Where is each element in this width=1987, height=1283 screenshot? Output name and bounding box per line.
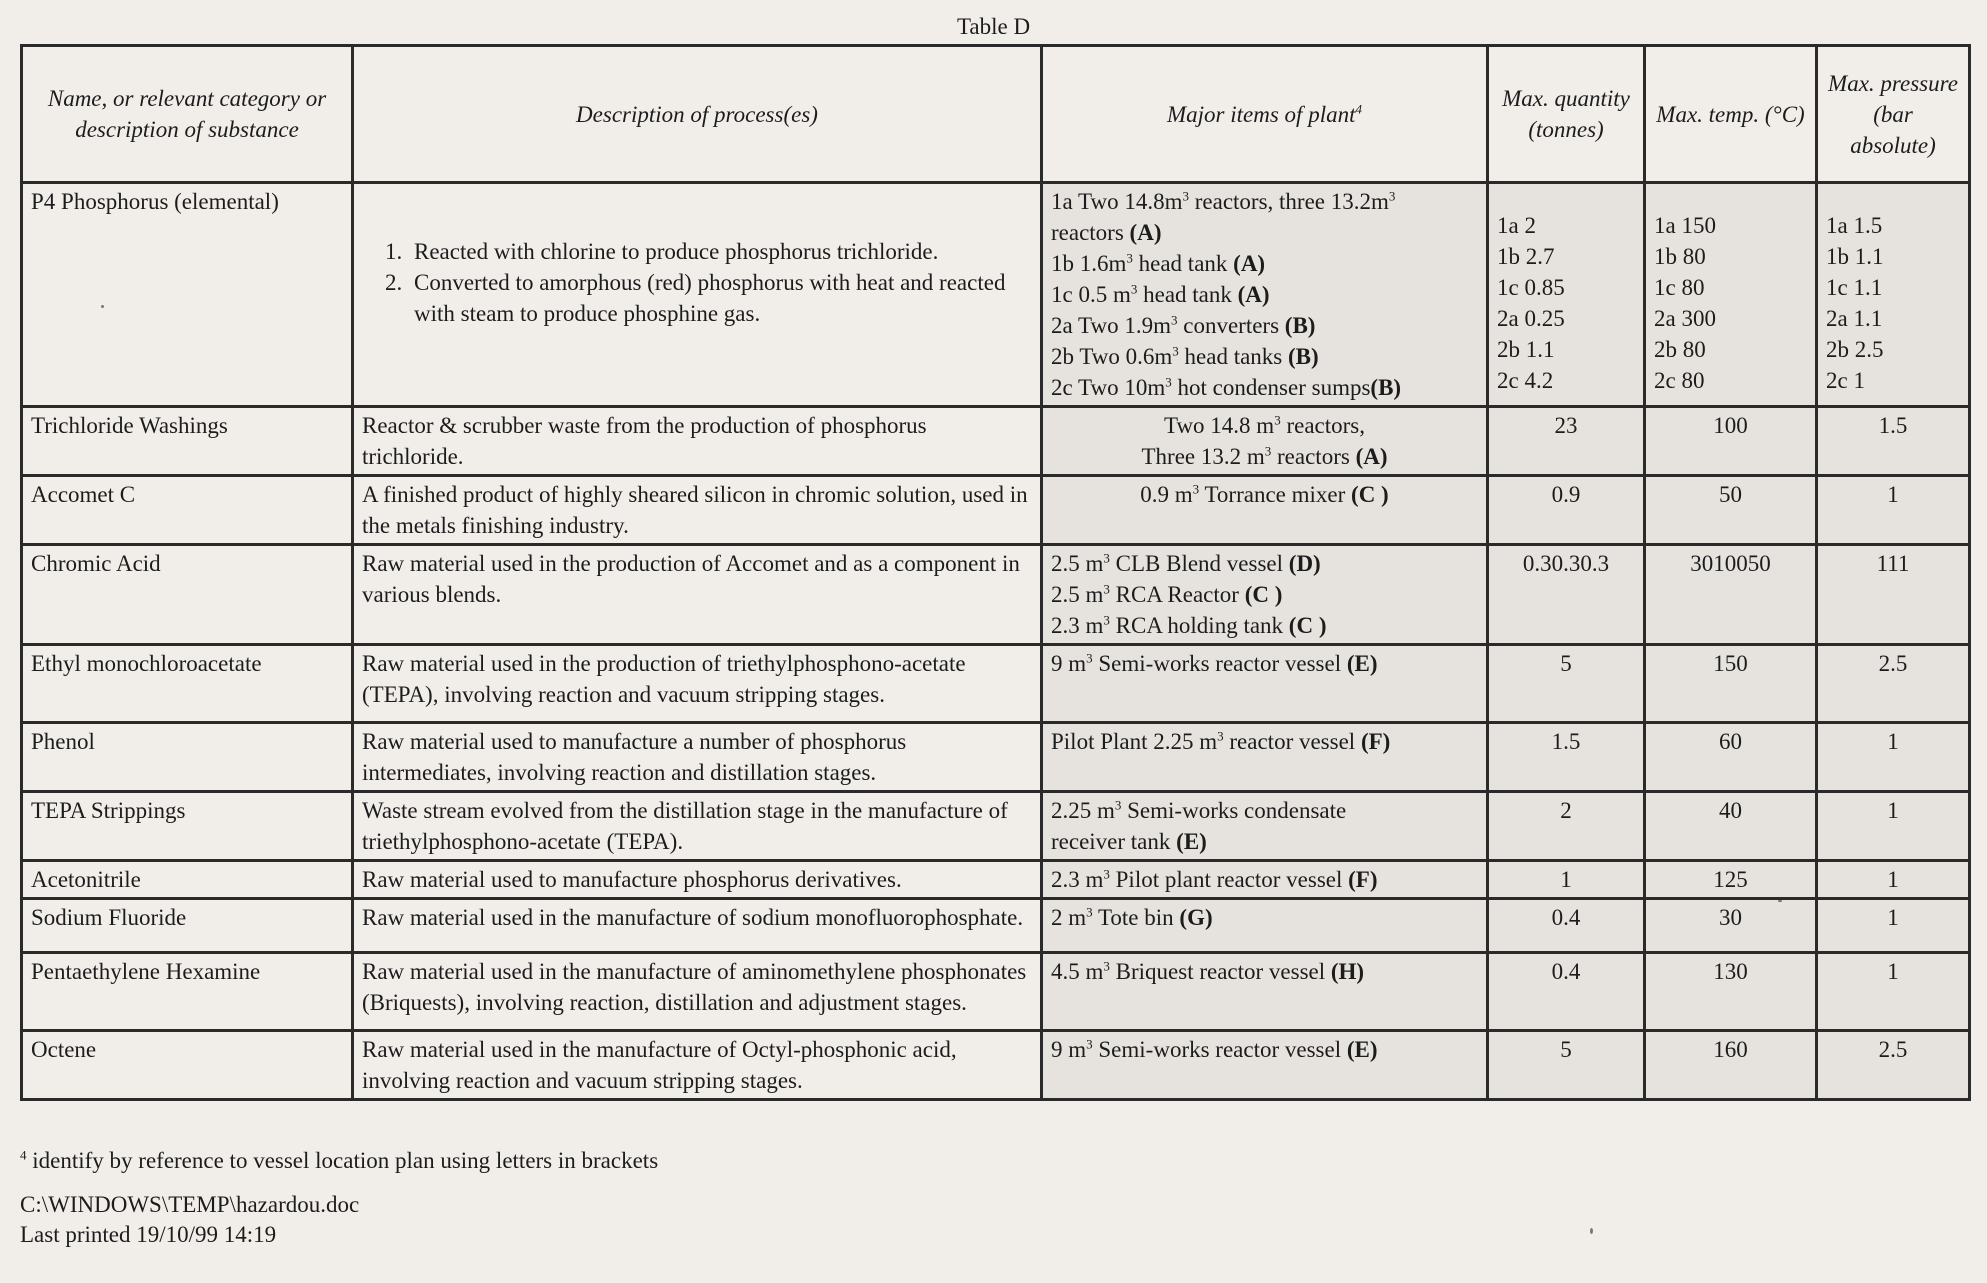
max-temp: 40	[1645, 792, 1817, 861]
max-temp: 125	[1645, 861, 1817, 899]
major-plant-items	[1042, 183, 1488, 407]
list-value: 1c 0.85	[1497, 275, 1565, 300]
max-temp	[1645, 545, 1817, 645]
superscript: 3	[1086, 904, 1093, 920]
substance-name: Pentaethylene Hexamine	[22, 953, 353, 1031]
list-value: 1b 80	[1654, 244, 1706, 269]
plant-line: 1b $1.6m^3$ head tank (A)	[1051, 250, 1266, 276]
substance-name: Phenol	[22, 723, 353, 792]
list-value: 2b 2.5	[1826, 337, 1884, 362]
max-quantity: 2	[1488, 792, 1645, 861]
list-value: 100	[1713, 551, 1748, 576]
table-row	[22, 645, 1970, 723]
scan-speck	[101, 305, 104, 308]
max-quantity: 23	[1488, 407, 1645, 476]
major-plant-items	[1042, 545, 1488, 645]
superscript: 3	[1126, 250, 1133, 266]
max-temp: 100	[1645, 407, 1817, 476]
superscript: 3	[1192, 481, 1200, 497]
max-temp: 50	[1645, 476, 1817, 545]
max-pressure	[1817, 545, 1970, 645]
max-quantity: 5	[1488, 1031, 1645, 1100]
table-row	[22, 545, 1970, 645]
list-value: 50	[1747, 551, 1771, 576]
vessel-location-tag: (C )	[1244, 582, 1283, 607]
max-temp: 60	[1645, 723, 1817, 792]
superscript: 3	[1182, 188, 1189, 204]
max-pressure-list	[1826, 186, 1960, 396]
major-plant-items	[1042, 407, 1488, 476]
vessel-location-tag: (E)	[1346, 651, 1378, 676]
plant-line: 2.5 $m^3$ RCA Reactor (C )	[1051, 581, 1283, 607]
footnote-marker: 4	[20, 1147, 27, 1163]
vessel-location-tag: (F)	[1348, 867, 1378, 892]
process-description: Raw material used in the production of Accomet and as a component in various blends.	[353, 545, 1042, 645]
substance-name: Sodium Fluoride	[22, 899, 353, 953]
max-quantity	[1488, 545, 1645, 645]
max-pressure: 2.5	[1817, 1031, 1970, 1100]
list-value: 0.3	[1551, 551, 1581, 576]
header-plant	[1042, 46, 1488, 183]
list-value: 0.3	[1580, 551, 1610, 576]
vessel-location-tag: (H)	[1330, 959, 1365, 984]
max-pressure: 1	[1817, 792, 1970, 861]
scan-speck	[1778, 900, 1781, 902]
max-pressure: 1	[1817, 953, 1970, 1031]
list-value: 2a 0.25	[1497, 306, 1565, 331]
superscript: 3	[1103, 581, 1110, 597]
max-temp: 160	[1645, 1031, 1817, 1100]
vessel-location-tag: (A)	[1355, 444, 1388, 469]
vessel-location-tag: (B)	[1370, 375, 1402, 400]
process-description: Reactor & scrubber waste from the production of phosphorus trichloride.	[353, 407, 1042, 476]
process-description: Raw material used in the production of triethylphosphono-acetate (TEPA), involving reaction and vacuum stripping stages.	[353, 645, 1042, 723]
list-value: 1b 1.1	[1826, 244, 1884, 269]
max-pressure-list	[1826, 548, 1960, 579]
plant-line: Pilot Plant 2.25 $m^3$ reactor vessel (F)	[1051, 728, 1391, 754]
max-pressure: 2.5	[1817, 645, 1970, 723]
max-temp	[1645, 183, 1817, 407]
superscript: 3	[1165, 374, 1172, 390]
major-plant-items	[1042, 953, 1488, 1031]
list-value: 1a 2	[1497, 213, 1536, 238]
table-row	[22, 723, 1970, 792]
superscript: 3	[1103, 612, 1110, 628]
table-row	[22, 407, 1970, 476]
superscript: 3	[1086, 1036, 1093, 1052]
process-description: Raw material used in the manufacture of aminomethylene phosphonates (Briquests), involving reaction, distillation and adjustment stages.	[353, 953, 1042, 1031]
list-value: 2c 80	[1654, 368, 1705, 393]
plant-line: 2c Two $10m^3$ hot condenser sumps(B)	[1051, 374, 1402, 400]
vessel-location-tag: (A)	[1237, 282, 1270, 307]
substance-name: TEPA Strippings	[22, 792, 353, 861]
process-description: Raw material used in the manufacture of sodium monofluorophosphate.	[353, 899, 1042, 953]
process-description: Raw material used to manufacture a number of phosphorus intermediates, involving reaction and distillation stages.	[353, 723, 1042, 792]
plant-line: receiver tank (E)	[1051, 829, 1207, 854]
superscript: 3	[1217, 728, 1224, 744]
list-value: 2c 4.2	[1497, 368, 1554, 393]
plant-line: 4.5 $m^3$ Briquest reactor vessel (H)	[1051, 958, 1365, 984]
list-value: 30	[1690, 551, 1714, 576]
superscript: 3	[1103, 958, 1110, 974]
max-quantity	[1488, 183, 1645, 407]
vessel-location-tag: (F)	[1360, 729, 1391, 754]
list-value: 1b 2.7	[1497, 244, 1555, 269]
process-steps	[362, 236, 1032, 329]
header-pressure: Max. pressure (bar absolute)	[1817, 46, 1970, 183]
plant-line: 1a Two $14.8m^3$ reactors, three $13.2m^3$	[1051, 188, 1396, 214]
plant-line: Three 13.2 $m^3$ reactors (A)	[1141, 443, 1388, 469]
list-value: 2b 80	[1654, 337, 1706, 362]
process-step: 2. Converted to amorphous (red) phosphorus with heat and reacted with steam to produce phosphine gas.	[408, 267, 1032, 329]
table-header-row	[22, 46, 1970, 183]
header-plant-footnote-marker: 4	[1355, 100, 1362, 116]
vessel-location-tag: (A)	[1129, 220, 1162, 245]
max-quantity: 1	[1488, 861, 1645, 899]
vessel-location-tag: (C )	[1288, 613, 1327, 638]
header-plant-label: Major items of plant	[1167, 101, 1356, 127]
max-temp: 130	[1645, 953, 1817, 1031]
list-value: 1c 80	[1654, 275, 1705, 300]
list-value: 1a 1.5	[1826, 213, 1883, 238]
header-name: Name, or relevant category or description of substance	[22, 46, 353, 183]
vessel-location-tag: (B)	[1288, 344, 1319, 369]
plant-line: 2.3 $m^3$ RCA holding tank (C )	[1051, 612, 1327, 638]
max-quantity: 5	[1488, 645, 1645, 723]
superscript: 3	[1114, 797, 1122, 813]
major-plant-items	[1042, 861, 1488, 899]
substance-name: Chromic Acid	[22, 545, 353, 645]
vessel-location-tag: (D)	[1288, 551, 1321, 576]
superscript: 3	[1130, 281, 1138, 297]
scan-speck	[1590, 1228, 1593, 1234]
list-value: 1	[1876, 551, 1888, 576]
process-description: Raw material used to manufacture phosphorus derivatives.	[353, 861, 1042, 899]
plant-line: 9 $m^3$ Semi-works reactor vessel (E)	[1051, 1036, 1378, 1062]
last-printed: Last printed 19/10/99 14:19	[20, 1222, 277, 1247]
substance-name: P4 Phosphorus (elemental)	[22, 183, 353, 407]
vessel-location-tag: (C )	[1351, 482, 1389, 507]
process-description: Raw material used in the manufacture of Octyl-phosphonic acid, involving reaction and vacuum stripping stages.	[353, 1031, 1042, 1100]
list-value: 2a 1.1	[1826, 306, 1883, 331]
substance-name: Acetonitrile	[22, 861, 353, 899]
process-description: Waste stream evolved from the distillation stage in the manufacture of triethylphosphono-acetate (TEPA).	[353, 792, 1042, 861]
plant-line: reactors (A)	[1051, 220, 1162, 245]
table-title: Table D	[956, 14, 1031, 39]
max-quantity: 0.4	[1488, 953, 1645, 1031]
table-row	[22, 861, 1970, 899]
plant-line: Two 14.8 $m^3$ reactors,	[1164, 412, 1365, 438]
header-temp: Max. temp. (°C)	[1645, 46, 1817, 183]
superscript: 3	[1103, 866, 1110, 882]
table-row	[22, 792, 1970, 861]
process-description: A finished product of highly sheared silicon in chromic solution, used in the metals finishing industry.	[353, 476, 1042, 545]
substance-name: Trichloride Washings	[22, 407, 353, 476]
vessel-location-tag: (G)	[1179, 905, 1213, 930]
max-pressure: 1	[1817, 899, 1970, 953]
max-temp-list	[1654, 548, 1807, 579]
max-quantity-list	[1497, 548, 1635, 579]
superscript: 3	[1388, 188, 1396, 204]
plant-line: 2.3 $m^3$ Pilot plant reactor vessel (F)	[1051, 866, 1378, 892]
major-plant-items	[1042, 899, 1488, 953]
vessel-location-tag: (A)	[1233, 251, 1266, 276]
plant-line: 2 $m^3$ Tote bin (G)	[1051, 904, 1213, 930]
table-body	[22, 183, 1970, 1100]
plant-line: 2.25 $m^3$ Semi-works condensate	[1051, 797, 1347, 823]
max-temp-list	[1654, 186, 1807, 396]
list-value: 1	[1887, 551, 1898, 576]
substance-name: Ethyl monochloroacetate	[22, 645, 353, 723]
footnote	[20, 1148, 658, 1174]
process-description	[353, 183, 1042, 407]
max-quantity: 0.4	[1488, 899, 1645, 953]
superscript: 3	[1103, 550, 1110, 566]
max-quantity: 1.5	[1488, 723, 1645, 792]
plant-line: 0.9 $m^3$ Torrance mixer (C )	[1140, 481, 1389, 507]
max-pressure: 1	[1817, 723, 1970, 792]
superscript: 3	[1171, 312, 1178, 328]
table-row	[22, 183, 1970, 407]
table-row	[22, 476, 1970, 545]
list-value: 1a 150	[1654, 213, 1716, 238]
max-temp: 30	[1645, 899, 1817, 953]
plant-line: 1c 0.5 $m^3$ head tank (A)	[1051, 281, 1270, 307]
header-quantity: Max. quantity (tonnes)	[1488, 46, 1645, 183]
vessel-location-tag: (E)	[1346, 1037, 1378, 1062]
max-pressure: 1.5	[1817, 407, 1970, 476]
plant-line: 2a Two $1.9m^3$ converters (B)	[1051, 312, 1316, 338]
table-row	[22, 899, 1970, 953]
max-pressure	[1817, 183, 1970, 407]
major-plant-items	[1042, 792, 1488, 861]
major-plant-items	[1042, 723, 1488, 792]
superscript: 3	[1086, 650, 1093, 666]
vessel-location-tag: (B)	[1284, 313, 1316, 338]
list-value: 2c 1	[1826, 368, 1865, 393]
list-value: 2a 300	[1654, 306, 1716, 331]
max-quantity-list	[1497, 186, 1635, 396]
max-pressure: 1	[1817, 476, 1970, 545]
major-plant-items	[1042, 645, 1488, 723]
table-row	[22, 1031, 1970, 1100]
max-pressure: 1	[1817, 861, 1970, 899]
plant-line: 2b Two $0.6m^3$ head tanks (B)	[1051, 343, 1319, 369]
major-plant-items	[1042, 1031, 1488, 1100]
header-description: Description of process(es)	[353, 46, 1042, 183]
hazardous-substances-table	[20, 44, 1971, 1101]
substance-name: Octene	[22, 1031, 353, 1100]
superscript: 3	[1172, 343, 1179, 359]
max-temp: 150	[1645, 645, 1817, 723]
max-quantity: 0.9	[1488, 476, 1645, 545]
list-value: 2b 1.1	[1497, 337, 1555, 362]
file-path: C:\WINDOWS\TEMP\hazardou.doc	[20, 1192, 360, 1217]
list-value: 1c 1.1	[1826, 275, 1883, 300]
table-row	[22, 953, 1970, 1031]
process-step: 1. Reacted with chlorine to produce phosphorus trichloride.	[408, 236, 1032, 267]
superscript: 3	[1264, 443, 1272, 459]
substance-name: Accomet C	[22, 476, 353, 545]
vessel-location-tag: (E)	[1176, 829, 1207, 854]
superscript: 3	[1274, 412, 1281, 428]
list-value: 0.3	[1522, 551, 1552, 576]
major-plant-items	[1042, 476, 1488, 545]
plant-line: 2.5 $m^3$ CLB Blend vessel (D)	[1051, 550, 1321, 576]
plant-line: 9 $m^3$ Semi-works reactor vessel (E)	[1051, 650, 1378, 676]
list-value: 1	[1897, 551, 1910, 576]
footnote-text: identify by reference to vessel location plan using letters in brackets	[32, 1148, 659, 1173]
